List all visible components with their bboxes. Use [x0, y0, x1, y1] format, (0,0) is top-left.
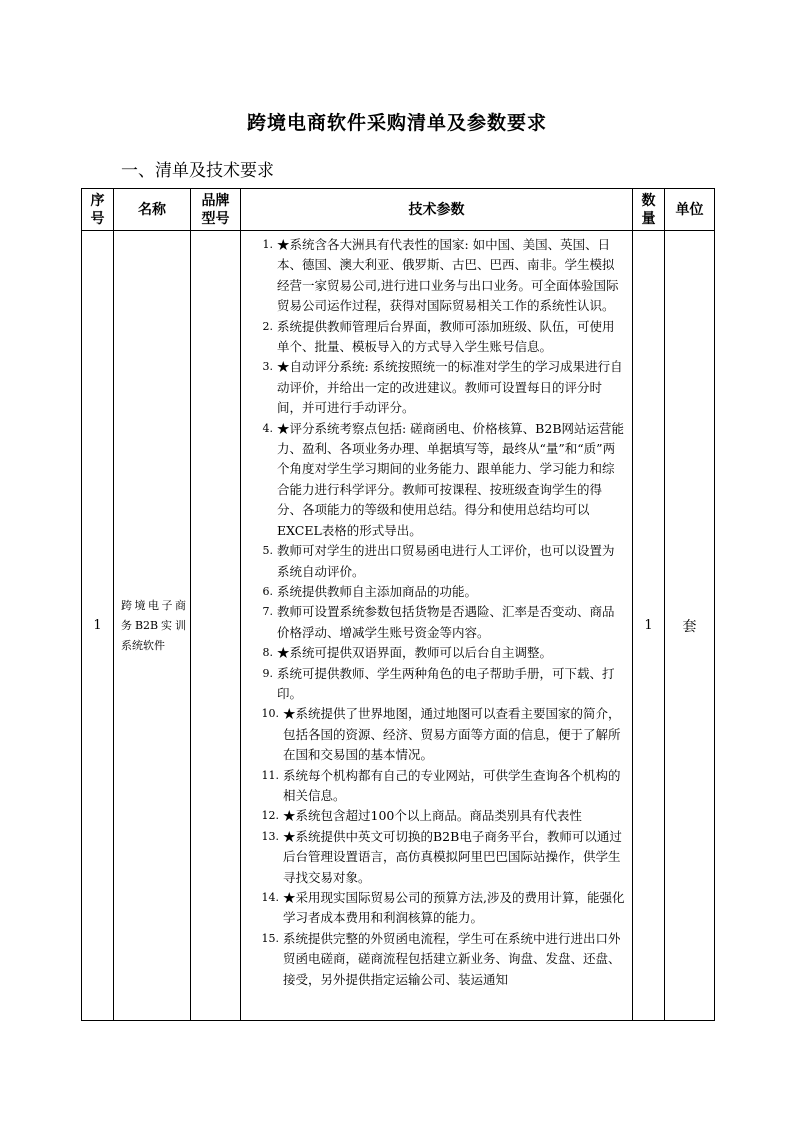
- cell-params: [241, 231, 633, 1021]
- param-text: ★系统提供了世界地图，通过地图可以查看主要国家的简介，包括各国的资源、经济、贸易方面等方面的信息，便于了解所在国和交易国的基本情况。: [283, 706, 621, 763]
- param-text: 系统提供教师管理后台界面，教师可添加班级、队伍，可使用单个、批量、模板导入的方式导入学生账号信息。: [277, 318, 615, 355]
- section-heading: 一、清单及技术要求: [121, 161, 274, 181]
- param-item: [251, 929, 626, 990]
- header-name: 名称: [114, 189, 191, 231]
- param-number: 6.: [262, 584, 273, 598]
- param-text: ★采用现实国际贸易公司的预算方法,涉及的费用计算，能强化学习者成本费用和利润核算的能力。: [283, 890, 625, 926]
- document-title: 跨境电商软件采购清单及参数要求: [246, 112, 547, 134]
- param-text: 系统每个机构都有自己的专业网站，可供学生查询各个机构的相关信息。: [283, 767, 621, 803]
- param-number: 9.: [262, 666, 273, 680]
- param-item: [251, 704, 626, 765]
- param-number: 13.: [261, 829, 279, 843]
- param-text: ★自动评分系统: 系统按照统一的标准对学生的学习成果进行自动评价，并给出一定的改进建议。教师可设置每日的评分时间，并可进行手动评分。: [277, 359, 623, 416]
- cell-seq: 1: [82, 231, 114, 1021]
- param-number: 10.: [261, 707, 279, 721]
- param-text: 系统提供教师自主添加商品的功能。: [277, 583, 478, 599]
- param-text: ★系统包含超过100个以上商品。商品类别具有代表性: [283, 808, 582, 824]
- table-row: [82, 231, 715, 1021]
- param-text: 系统提供完整的外贸函电流程，学生可在系统中进行进出口外贸函电磋商，磋商流程包括建立新业务、询盘、发盘、还盘、接受，另外提供指定运输公司、装运通知: [283, 930, 621, 987]
- cell-brand: [191, 231, 241, 1021]
- param-number: 8.: [262, 646, 273, 660]
- cell-name: 跨境电子商务B2B实训系统软件: [114, 231, 191, 1021]
- param-number: 2.: [262, 319, 273, 333]
- cell-qty: 1: [633, 231, 665, 1021]
- header-seq: 序号: [82, 189, 114, 231]
- param-item: [251, 582, 626, 602]
- param-number: 1.: [262, 238, 273, 251]
- cell-unit: 套: [665, 231, 715, 1021]
- table-header-row: [82, 189, 715, 231]
- param-text: 系统可提供教师、学生两种角色的电子帮助手册，可下载、打印。: [277, 665, 615, 701]
- params-list: [251, 235, 626, 990]
- param-number: 3.: [262, 360, 273, 374]
- param-text: 教师可对学生的进出口贸易函电进行人工评价，也可以设置为系统自动评价。: [277, 543, 615, 579]
- param-item: [251, 766, 626, 807]
- header-brand: 品牌型号: [191, 189, 241, 231]
- param-text: ★评分系统考察点包括: 磋商函电、价格核算、B2B网站运营能力、盈利、各项业务办理、单据填写等，最终从“量”和“质”两个角度对学生学习期间的业务能力、跟单能力、学习能力和综合能力进行科学评分。教师可按课程、按班级查询学生的得分、各项能力的等级和使用总结。得分和使用总结均可以EXCEL表格的形式导出。: [277, 420, 625, 538]
- param-text: ★系统含各大洲具有代表性的国家: 如中国、美国、英国、日本、德国、澳大利亚、俄罗斯、古巴、巴西、南非。学生模拟经营一家贸易公司,进行进口业务与出口业务。可全面体验国际贸易公司运作过程，获得对国际贸易相关工作的系统性认识。: [277, 237, 619, 314]
- param-item: [251, 541, 626, 582]
- procurement-table: [81, 188, 715, 1021]
- param-text: 教师可设置系统参数包括货物是否遇险、汇率是否变动、商品价格浮动、增减学生账号资金等内容。: [277, 604, 615, 640]
- param-number: 4.: [262, 421, 273, 435]
- header-qty: 数量: [633, 189, 665, 231]
- header-params: 技术参数: [241, 189, 633, 231]
- param-number: 5.: [262, 544, 273, 558]
- param-number: 7.: [262, 605, 273, 619]
- param-item: [251, 235, 626, 317]
- param-item: [251, 664, 626, 705]
- param-item: [251, 827, 626, 888]
- header-unit: 单位: [665, 189, 715, 231]
- param-number: 15.: [261, 931, 279, 945]
- param-item: [251, 419, 626, 541]
- param-item: [251, 806, 626, 826]
- param-number: 11.: [261, 768, 279, 782]
- param-item: [251, 888, 626, 929]
- param-item: [251, 357, 626, 418]
- param-item: [251, 317, 626, 358]
- param-item: [251, 602, 626, 643]
- param-number: 14.: [261, 891, 279, 904]
- param-text: ★系统提供中英文可切换的B2B电子商务平台，教师可以通过后台管理设置语言，高仿真模拟阿里巴巴国际站操作，供学生寻找交易对象。: [283, 828, 622, 885]
- param-item: [251, 643, 626, 663]
- param-text: ★系统可提供双语界面，教师可以后台自主调整。: [277, 645, 553, 661]
- param-number: 12.: [261, 809, 279, 823]
